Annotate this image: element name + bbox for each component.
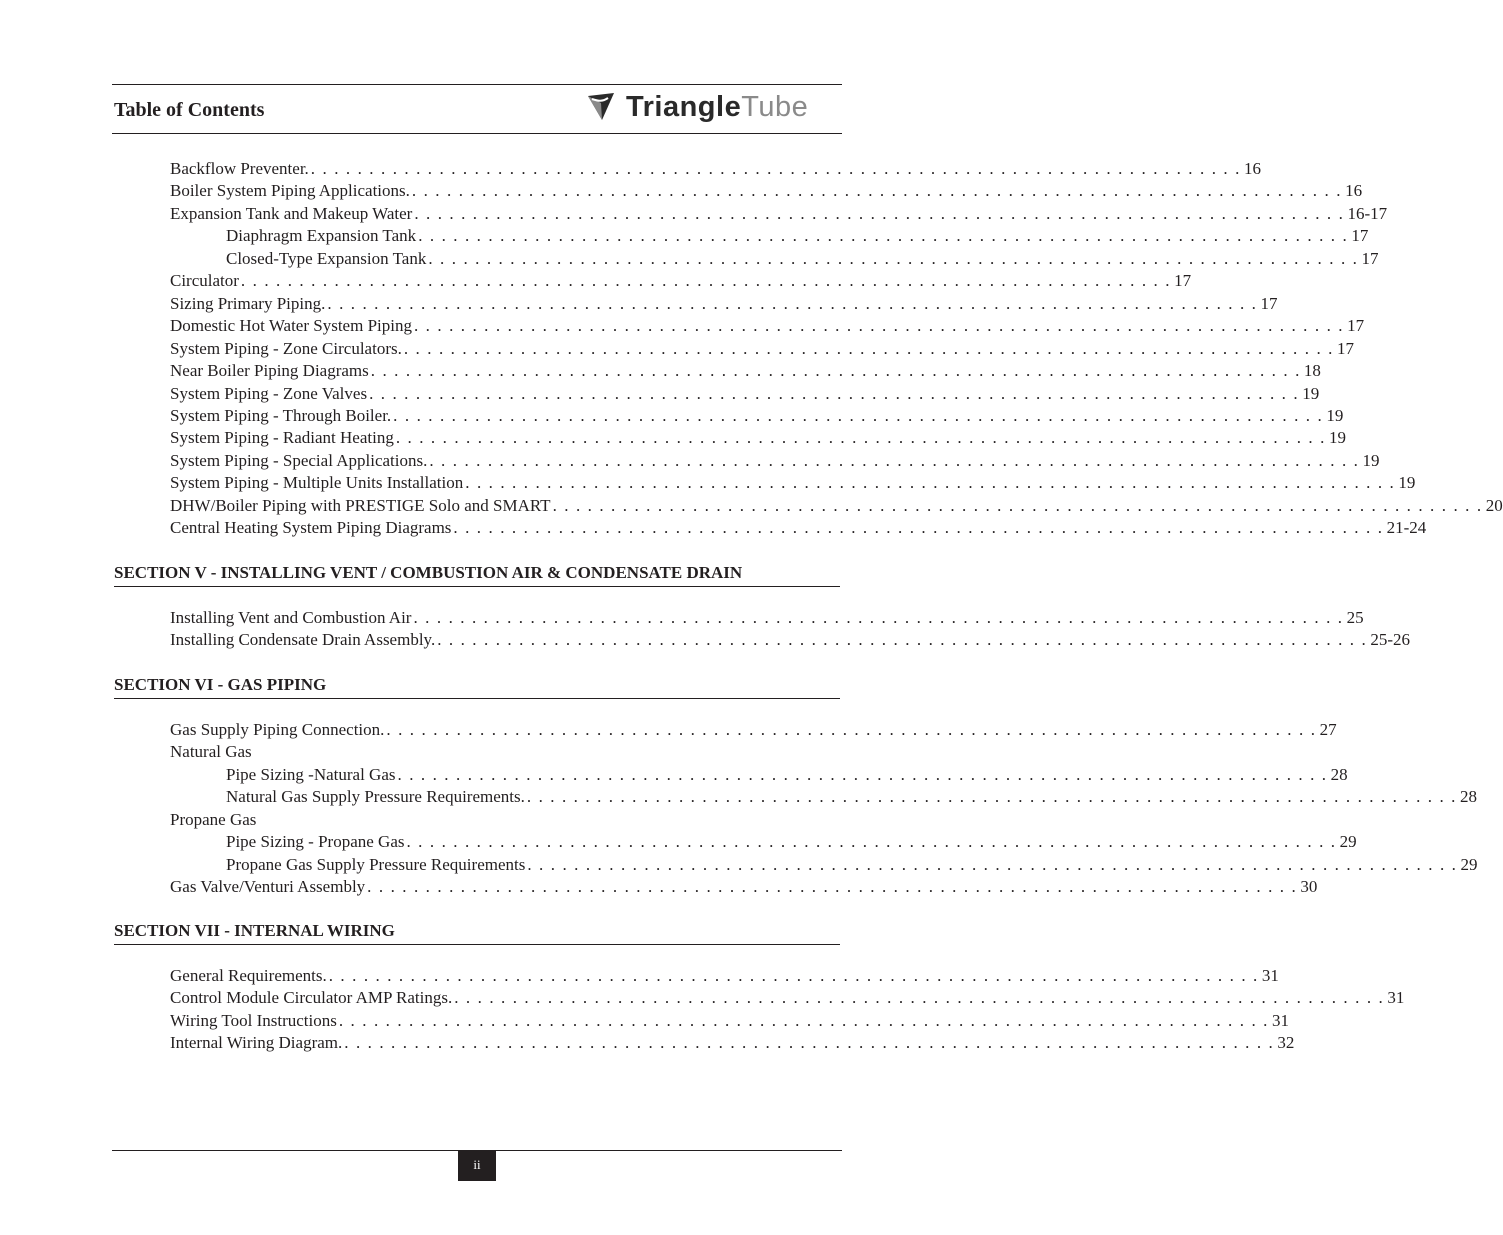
toc-entry[interactable] [226,248,1379,270]
toc-entry-label: System Piping - Zone Circulators. [170,338,402,358]
toc-dot-leader: . . . . . . . . . . . . . . . . . . . . . . . . . . . . . . . . . . . . . . . . . . . . . . . . . . . . . . . . . . . . . . . . . . . . . . . . . . . . . . . . [338,1010,1270,1030]
toc-entry-label: Sizing Primary Piping. [170,293,326,313]
toc-entry-label: System Piping - Zone Valves [170,383,368,403]
toc-entry-page: 31 [1387,988,1405,1008]
toc-dot-leader: . . . . . . . . . . . . . . . . . . . . . . . . . . . . . . . . . . . . . . . . . . . . . . . . . . . . . . . . . . . . . . . . . . . . . . . . . . . . . . . . [526,787,1458,807]
toc-entry[interactable] [170,203,1388,225]
toc-entry-label: Domestic Hot Water System Piping [170,316,412,336]
section-heading: SECTION V - INSTALLING VENT / COMBUSTION AIR & CONDENSATE DRAIN [114,562,840,587]
triangle-tube-logo-icon [584,90,618,124]
toc-entry-label: Installing Vent and Combustion Air [170,608,412,627]
toc-entry-page: 28 [1460,787,1478,807]
toc-entry[interactable] [170,1010,1290,1032]
toc-entry-label: Boiler System Piping Applications. [170,181,410,201]
toc-entry-label: Natural Gas [170,742,252,762]
toc-entry[interactable] [170,987,1405,1009]
toc-entry-label: System Piping - Special Applications. [170,450,428,470]
toc-entry[interactable] [170,472,1416,494]
toc-entry-page: 19 [1362,450,1380,470]
toc-dot-leader: . . . . . . . . . . . . . . . . . . . . . . . . . . . . . . . . . . . . . . . . . . . . . . . . . . . . . . . . . . . . . . . . . . . . . . . . . . . . . . . . [527,854,1458,874]
toc-entry[interactable] [170,719,1337,741]
footer-page-number: ii [458,1151,496,1181]
logo-wordmark-bold: Triangle [626,90,742,123]
toc-entry[interactable] [170,607,1364,629]
toc-dot-leader: . . . . . . . . . . . . . . . . . . . . . . . . . . . . . . . . . . . . . . . . . . . . . . . . . . . . . . . . . . . . . . . . . . . . . . . . . . . . . . . . [413,316,1345,336]
section-heading: SECTION VI - GAS PIPING [114,674,840,699]
toc-entry-page: 16 [1345,181,1363,201]
toc-dot-leader: . . . . . . . . . . . . . . . . . . . . . . . . . . . . . . . . . . . . . . . . . . . . . . . . . . . . . . . . . . . . . . . . . . . . . . . . . . . . . . . . [327,293,1258,313]
toc-entry-page: 31 [1272,1010,1290,1030]
toc-dot-leader: . . . . . . . . . . . . . . . . . . . . . . . . . . . . . . . . . . . . . . . . . . . . . . . . . . . . . . . . . . . . . . . . . . . . . . . . . . . . . . . . [397,764,1328,784]
toc-entry-label: Central Heating System Piping Diagrams [170,518,452,538]
toc-entry-label: DHW/Boiler Piping with PRESTIGE Solo and SMART [170,495,551,515]
toc-dot-leader: . . . . . . . . . . . . . . . . . . . . . . . . . . . . . . . . . . . . . . . . . . . . . . . . . . . . . . . . . . . . . . . . . . . . . . . . . . . . . . . . [406,832,1337,852]
toc-entry[interactable] [170,629,1411,651]
toc-entry-page: 19 [1398,473,1416,493]
toc-dot-leader: . . . . . . . . . . . . . . . . . . . . . . . . . . . . . . . . . . . . . . . . . . . . . . . . . . . . . . . . . . . . . . . . . . . . . . . . . . . . . . . . [418,226,1349,246]
toc-entry-page: 18 [1303,361,1321,381]
toc-dot-leader: . . . . . . . . . . . . . . . . . . . . . . . . . . . . . . . . . . . . . . . . . . . . . . . . . . . . . . . . . . . . . . . . . . . . . . . . . . . . . . . . [465,473,1396,493]
toc-entry-label: Internal Wiring Diagram. [170,1033,343,1053]
toc-entry-label: System Piping - Radiant Heating [170,428,394,448]
header-top-rule [112,84,842,85]
toc-entry-page: 17 [1351,226,1369,246]
toc-entry-label: Near Boiler Piping Diagrams [170,361,369,381]
toc-entry-page: 17 [1361,248,1379,268]
toc-entry[interactable] [226,831,1357,853]
toc-entry-page: 21-24 [1386,518,1427,538]
toc-dot-leader: . . . . . . . . . . . . . . . . . . . . . . . . . . . . . . . . . . . . . . . . . . . . . . . . . . . . . . . . . . . . . . . . . . . . . . . . . . . . . . . . [414,203,1345,223]
toc-entry-label: Pipe Sizing -Natural Gas [226,764,396,784]
toc-entry-page: 16-17 [1347,203,1388,223]
toc-entry[interactable] [170,383,1320,405]
toc-dot-leader: . . . . . . . . . . . . . . . . . . . . . . . . . . . . . . . . . . . . . . . . . . . . . . . . . . . . . . . . . . . . . . . . . . . . . . . . . . . . . . . . [310,159,1241,178]
toc-dot-leader: . . . . . . . . . . . . . . . . . . . . . . . . . . . . . . . . . . . . . . . . . . . . . . . . . . . . . . . . . . . . . . . . . . . . . . . . . . . . . . . . [428,248,1359,268]
toc-entry-label: Pipe Sizing - Propane Gas [226,832,405,852]
toc-dot-leader: . . . . . . . . . . . . . . . . . . . . . . . . . . . . . . . . . . . . . . . . . . . . . . . . . . . . . . . . . . . . . . . . . . . . . . . . . . . . . . . . [403,338,1334,358]
toc-entry-page: 19 [1326,405,1344,425]
logo-wordmark [626,90,809,123]
toc-entry-page: 25 [1346,608,1364,627]
toc-entry-label: Wiring Tool Instructions [170,1010,337,1030]
toc-entry-label: Gas Supply Piping Connection. [170,720,385,739]
toc-dot-leader: . . . . . . . . . . . . . . . . . . . . . . . . . . . . . . . . . . . . . . . . . . . . . . . . . . . . . . . . . . . . . . . . . . . . . . . . . . . . . . . . [240,271,1172,291]
toc-entry-page: 31 [1261,966,1279,985]
toc-dot-leader: . . . . . . . . . . . . . . . . . . . . . . . . . . . . . . . . . . . . . . . . . . . . . . . . . . . . . . . . . . . . . . . . . . . . . . . . . . . . . . . . [453,518,1384,538]
toc-entry-page: 17 [1337,338,1354,358]
toc-dot-leader: . . . . . . . . . . . . . . . . . . . . . . . . . . . . . . . . . . . . . . . . . . . . . . . . . . . . . . . . . . . . . . . . . . . . . . . . . . . . . . . . [454,988,1385,1008]
toc-entry[interactable] [170,741,252,763]
toc-entry-page: 27 [1319,720,1337,739]
section-heading: SECTION VII - INTERNAL WIRING [114,920,840,945]
toc-entry-page: 17 [1174,271,1192,291]
header-bottom-rule [112,133,842,134]
toc-entry-label: Diaphragm Expansion Tank [226,226,417,246]
toc-entry[interactable] [170,293,1278,315]
toc-entry[interactable] [170,450,1380,472]
toc-entry-page: 17 [1260,293,1278,313]
toc-entry[interactable] [170,876,1318,898]
toc-entry-label: Installing Condensate Drain Assembly. [170,630,436,650]
toc-entry[interactable] [226,764,1348,786]
toc-entry-label: System Piping - Multiple Units Installation [170,473,464,493]
toc-entry[interactable] [170,315,1365,337]
page-title: Table of Contents [114,99,265,121]
toc-dot-leader: . . . . . . . . . . . . . . . . . . . . . . . . . . . . . . . . . . . . . . . . . . . . . . . . . . . . . . . . . . . . . . . . . . . . . . . . . . . . . . . . [395,428,1326,448]
toc-entry[interactable] [226,225,1369,247]
toc-entry-page: 30 [1300,877,1318,897]
toc-entry-page: 19 [1302,383,1320,403]
toc-entry-label: Gas Valve/Venturi Assembly [170,877,366,897]
toc-entry-label: Control Module Circulator AMP Ratings. [170,988,453,1008]
toc-entry-label: Circulator [170,271,239,291]
toc-entry[interactable] [226,786,1478,808]
toc-entry[interactable] [170,338,1354,360]
toc-dot-leader: . . . . . . . . . . . . . . . . . . . . . . . . . . . . . . . . . . . . . . . . . . . . . . . . . . . . . . . . . . . . . . . . . . . . . . . . . . . . . . . . [344,1033,1275,1053]
toc-entry[interactable] [170,517,1427,539]
toc-entry[interactable] [170,158,1261,180]
toc-entry[interactable] [170,405,1344,427]
toc-dot-leader: . . . . . . . . . . . . . . . . . . . . . . . . . . . . . . . . . . . . . . . . . . . . . . . . . . . . . . . . . . . . . . . . . . . . . . . . . . . . . . . . [413,608,1344,627]
toc-entry[interactable] [170,809,256,831]
toc-entry-page: 29 [1460,854,1478,874]
toc-dot-leader: . . . . . . . . . . . . . . . . . . . . . . . . . . . . . . . . . . . . . . . . . . . . . . . . . . . . . . . . . . . . . . . . . . . . . . . . . . . . . . . . [429,450,1360,470]
toc-entry-label: Propane Gas Supply Pressure Requirements [226,854,526,874]
toc-dot-leader: . . . . . . . . . . . . . . . . . . . . . . . . . . . . . . . . . . . . . . . . . . . . . . . . . . . . . . . . . . . . . . . . . . . . . . . . . . . . . . . . [552,495,1483,515]
toc-entry-page: 28 [1330,764,1348,784]
toc-entry-label: Closed-Type Expansion Tank [226,248,427,268]
toc-entry-page: 16 [1243,159,1261,178]
toc-entry[interactable] [170,495,1503,517]
toc-entry-page: 32 [1277,1033,1295,1053]
toc-entry[interactable] [170,1032,1295,1054]
toc-dot-leader: . . . . . . . . . . . . . . . . . . . . . . . . . . . . . . . . . . . . . . . . . . . . . . . . . . . . . . . . . . . . . . . . . . . . . . . . . . . . . . . . [328,966,1259,985]
toc-dot-leader: . . . . . . . . . . . . . . . . . . . . . . . . . . . . . . . . . . . . . . . . . . . . . . . . . . . . . . . . . . . . . . . . . . . . . . . . . . . . . . . . [369,383,1300,403]
toc-entry[interactable] [170,360,1321,382]
toc-entry-label: General Requirements. [170,966,327,985]
toc-entry[interactable] [226,854,1478,876]
toc-entry-label: Backflow Preventer. [170,159,309,178]
triangle-tube-logo [584,90,808,124]
toc-entry-page: 25-26 [1370,630,1411,650]
toc-entry[interactable] [170,270,1192,292]
toc-entry-page: 17 [1347,316,1365,336]
toc-dot-leader: . . . . . . . . . . . . . . . . . . . . . . . . . . . . . . . . . . . . . . . . . . . . . . . . . . . . . . . . . . . . . . . . . . . . . . . . . . . . . . . . [367,877,1298,897]
toc-dot-leader: . . . . . . . . . . . . . . . . . . . . . . . . . . . . . . . . . . . . . . . . . . . . . . . . . . . . . . . . . . . . . . . . . . . . . . . . . . . . . . . . [370,361,1301,381]
toc-entry-page: 20 [1485,495,1503,515]
toc-entry[interactable] [170,427,1346,449]
toc-entry-page: 19 [1328,428,1346,448]
logo-wordmark-light: Tube [741,90,809,123]
toc-dot-leader: . . . . . . . . . . . . . . . . . . . . . . . . . . . . . . . . . . . . . . . . . . . . . . . . . . . . . . . . . . . . . . . . . . . . . . . . . . . . . . . . [393,405,1324,425]
toc-entry-label: Propane Gas [170,809,257,829]
toc-entry-page: 29 [1339,832,1357,852]
toc-entry-label: System Piping - Through Boiler. [170,405,392,425]
toc-dot-leader: . . . . . . . . . . . . . . . . . . . . . . . . . . . . . . . . . . . . . . . . . . . . . . . . . . . . . . . . . . . . . . . . . . . . . . . . . . . . . . . . [437,630,1368,650]
toc-entry-label: Natural Gas Supply Pressure Requirements. [226,787,525,807]
toc-entry[interactable] [170,180,1363,202]
toc-entry-label: Expansion Tank and Makeup Water [170,203,413,223]
toc-dot-leader: . . . . . . . . . . . . . . . . . . . . . . . . . . . . . . . . . . . . . . . . . . . . . . . . . . . . . . . . . . . . . . . . . . . . . . . . . . . . . . . . [386,720,1317,739]
toc-dot-leader: . . . . . . . . . . . . . . . . . . . . . . . . . . . . . . . . . . . . . . . . . . . . . . . . . . . . . . . . . . . . . . . . . . . . . . . . . . . . . . . . [411,181,1343,201]
toc-entry[interactable] [170,965,1279,987]
